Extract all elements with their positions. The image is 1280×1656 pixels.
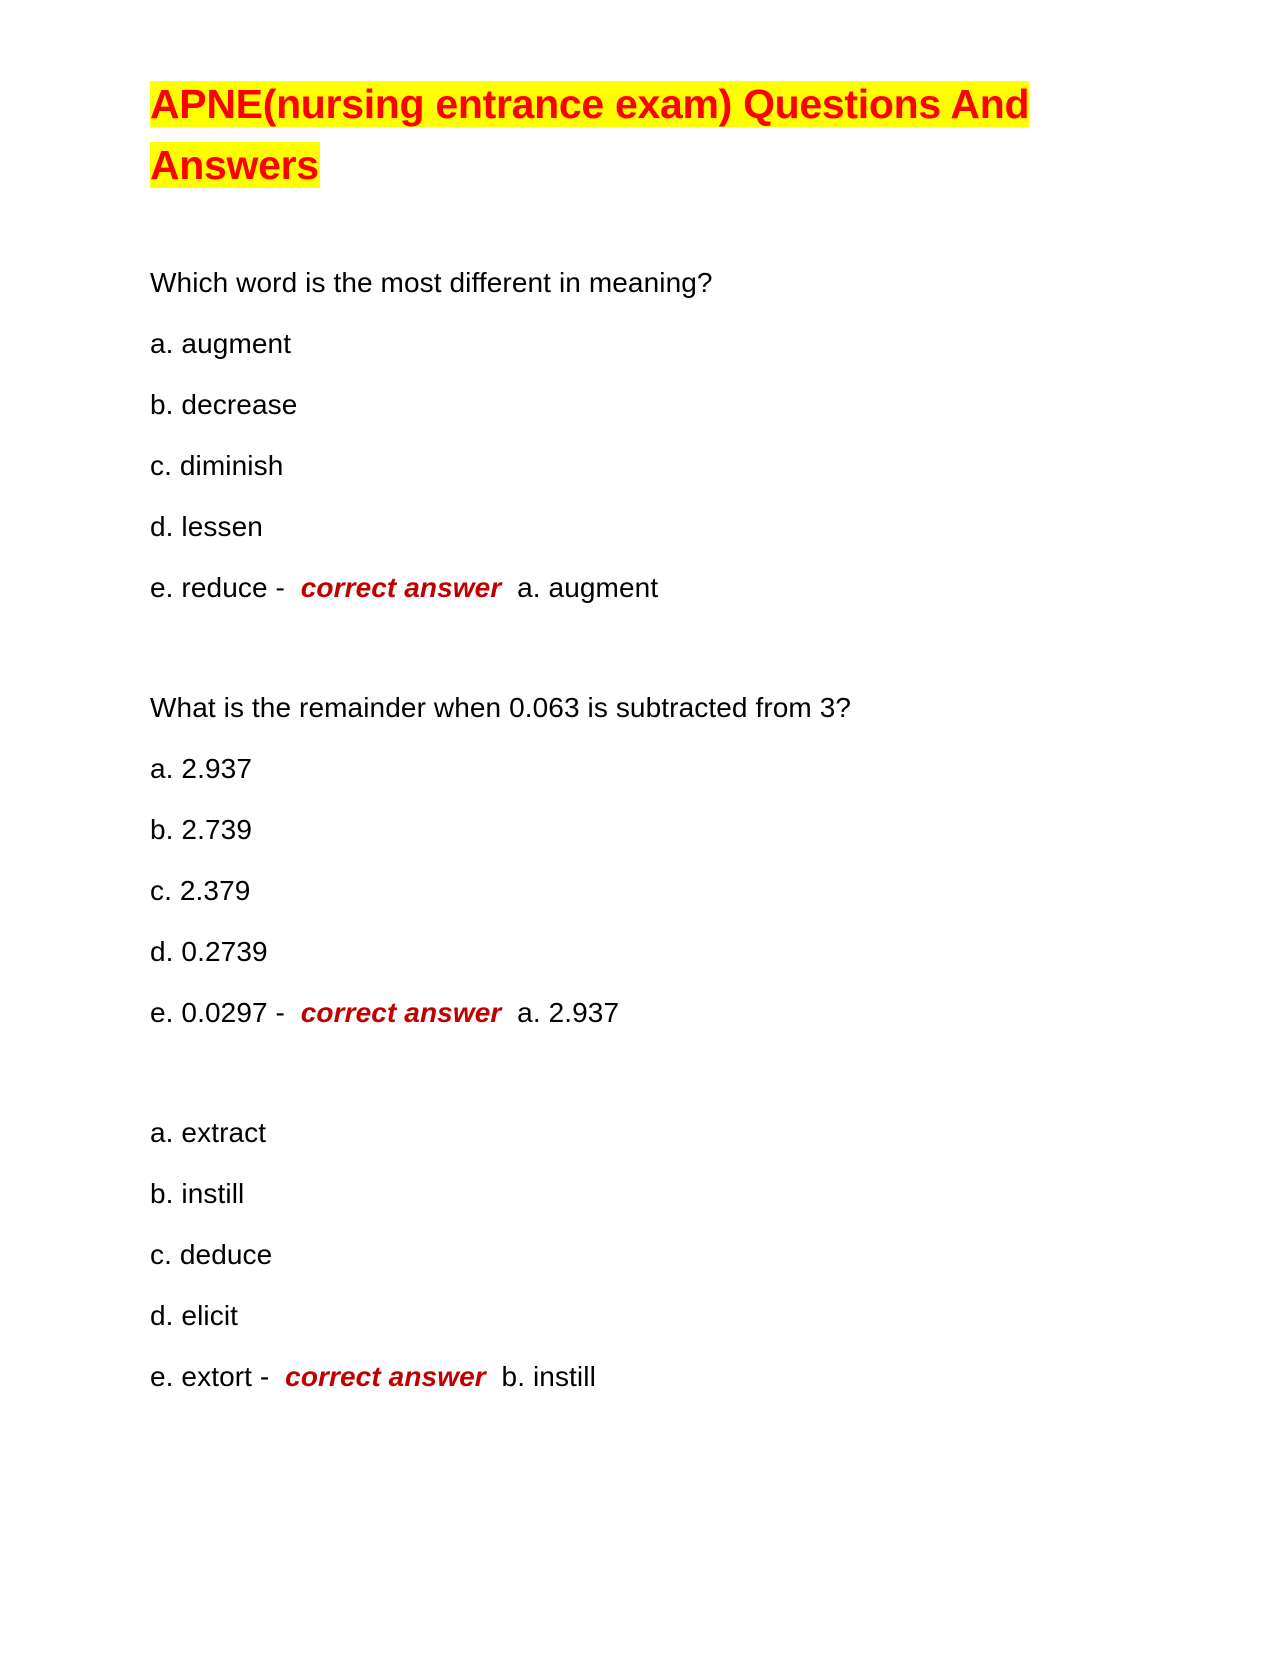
- question-text: Which word is the most different in meaning?: [150, 267, 713, 298]
- option-c: c. diminish: [150, 450, 284, 481]
- document-body: [150, 252, 1150, 1407]
- option-b: b. 2.739: [150, 814, 252, 845]
- question-block: [150, 1102, 1150, 1407]
- correct-answer-label: correct answer: [300, 997, 502, 1028]
- option-b: b. decrease: [150, 389, 298, 420]
- option-e: e. reduce -: [150, 572, 285, 603]
- answer-value: a. augment: [517, 572, 659, 603]
- question-spacer: [150, 618, 1150, 677]
- correct-answer-label: correct answer: [285, 1361, 486, 1392]
- document-title: [150, 74, 1090, 196]
- option-d: d. lessen: [150, 511, 263, 542]
- option-a: a. extract: [150, 1117, 267, 1148]
- option-c: c. 2.379: [150, 875, 251, 906]
- option-e-with-answer: [150, 1346, 1150, 1407]
- option-e: e. 0.0297 -: [150, 997, 285, 1028]
- option-c: c. deduce: [150, 1239, 273, 1270]
- title-highlight: APNE(nursing entrance exam) Questions And Answers: [150, 81, 1030, 188]
- answer-value: a. 2.937: [517, 997, 620, 1028]
- option-e: e. extort -: [150, 1361, 270, 1392]
- option-e-with-answer: [150, 557, 1150, 618]
- question-block: [150, 252, 1150, 618]
- option-e-with-answer: [150, 982, 1150, 1043]
- option-b: b. instill: [150, 1178, 245, 1209]
- correct-answer-label: correct answer: [300, 572, 502, 603]
- question-text: What is the remainder when 0.063 is subtracted from 3?: [150, 692, 852, 723]
- option-a: a. 2.937: [150, 753, 252, 784]
- question-spacer: [150, 1043, 1150, 1102]
- answer-value: b. instill: [501, 1361, 596, 1392]
- option-a: a. augment: [150, 328, 292, 359]
- option-d: d. 0.2739: [150, 936, 268, 967]
- option-d: d. elicit: [150, 1300, 239, 1331]
- question-block: [150, 677, 1150, 1043]
